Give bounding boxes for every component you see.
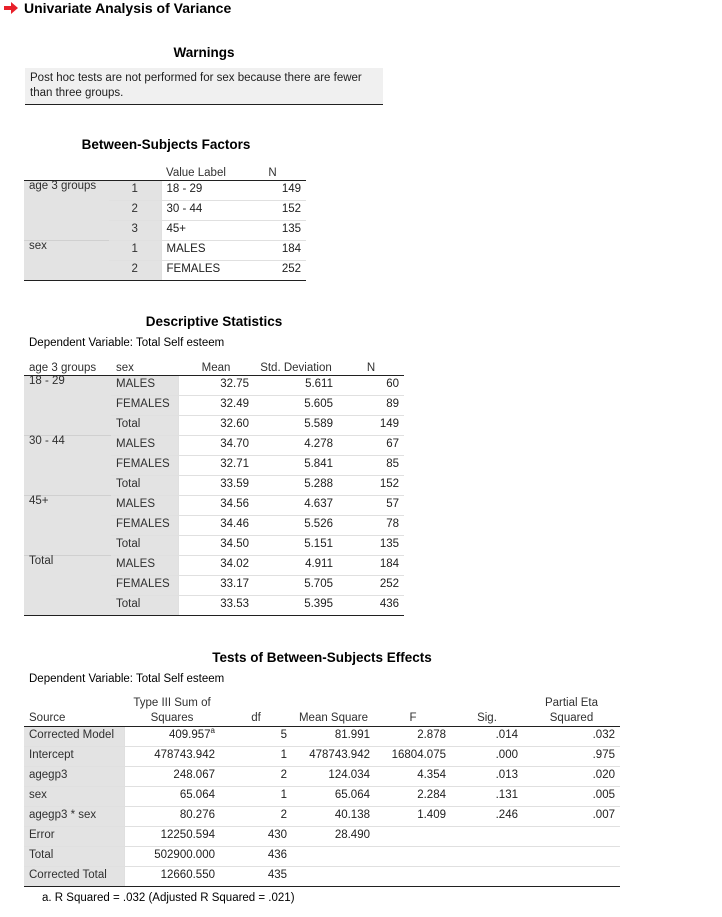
tests-dep-var: Dependent Variable: Total Self esteem xyxy=(29,673,225,685)
col-partial-eta: Partial Eta Squared xyxy=(523,690,620,726)
std-deviation-value: 5.605 xyxy=(254,395,338,415)
n-value: 152 xyxy=(338,475,404,495)
effects-row xyxy=(24,826,620,846)
mean-square-value: 81.991 xyxy=(292,726,375,746)
factor-row xyxy=(24,180,306,200)
ss-value xyxy=(124,726,220,746)
ss-value xyxy=(124,846,220,866)
mean-value: 32.71 xyxy=(178,455,254,475)
sig-value: .000 xyxy=(451,746,523,766)
ss-value xyxy=(124,866,220,886)
mean-square-value: 65.064 xyxy=(292,786,375,806)
factor-n: 149 xyxy=(239,180,306,200)
effects-row xyxy=(24,786,620,806)
n-value: 436 xyxy=(338,595,404,615)
descriptives-title: Descriptive Statistics xyxy=(145,314,283,329)
n-value: 60 xyxy=(338,375,404,395)
sig-value xyxy=(451,866,523,886)
f-value xyxy=(375,866,451,886)
partial-eta-value xyxy=(523,826,620,846)
n-value: 89 xyxy=(338,395,404,415)
std-deviation-value: 5.395 xyxy=(254,595,338,615)
factor-code: 1 xyxy=(109,180,161,200)
factor-value-label: 45+ xyxy=(161,220,239,240)
source-label: Corrected Model xyxy=(24,726,124,746)
sig-value: .131 xyxy=(451,786,523,806)
col-ss: Type III Sum of Squares xyxy=(124,690,220,726)
col-value-label: Value Label xyxy=(161,160,239,180)
mean-square-value: 124.034 xyxy=(292,766,375,786)
arrow-right-icon xyxy=(4,2,18,14)
source-label: Corrected Total xyxy=(24,866,124,886)
df-value: 1 xyxy=(220,786,292,806)
ss-number: 65.064 xyxy=(179,789,215,802)
n-value: 67 xyxy=(338,435,404,455)
partial-eta-value xyxy=(523,846,620,866)
ss-number: 478743.942 xyxy=(154,749,215,762)
effects-row xyxy=(24,806,620,826)
mean-value: 34.50 xyxy=(178,535,254,555)
age-group-label: 45+ xyxy=(24,495,111,555)
mean-square-value: 478743.942 xyxy=(292,746,375,766)
source-label: agegp3 * sex xyxy=(24,806,124,826)
warnings-title: Warnings xyxy=(173,45,235,60)
factor-code: 1 xyxy=(109,240,161,260)
std-deviation-value: 5.526 xyxy=(254,515,338,535)
mean-square-value xyxy=(292,846,375,866)
std-deviation-value: 5.151 xyxy=(254,535,338,555)
col-sex: sex xyxy=(111,355,178,375)
tests-title: Tests of Between-Subjects Effects xyxy=(212,650,432,665)
ss-number: 502900.000 xyxy=(154,849,215,862)
col-f: F xyxy=(375,690,451,726)
ss-number: 409.957 xyxy=(168,729,211,742)
sex-label: MALES xyxy=(111,375,178,395)
n-value: 85 xyxy=(338,455,404,475)
partial-eta-value: .975 xyxy=(523,746,620,766)
mean-value: 33.53 xyxy=(178,595,254,615)
mean-value: 34.56 xyxy=(178,495,254,515)
n-value: 57 xyxy=(338,495,404,515)
ss-number: 248.067 xyxy=(173,769,215,782)
sex-label: FEMALES xyxy=(111,455,178,475)
source-label: Intercept xyxy=(24,746,124,766)
col-std-deviation: Std. Deviation xyxy=(254,355,338,375)
col-source: Source xyxy=(24,690,124,726)
std-deviation-value: 4.278 xyxy=(254,435,338,455)
effects-row xyxy=(24,866,620,886)
partial-eta-value: .032 xyxy=(523,726,620,746)
df-value: 2 xyxy=(220,766,292,786)
partial-eta-value: .007 xyxy=(523,806,620,826)
warnings-text: Post hoc tests are not performed for sex because there are fewer than three groups. xyxy=(30,72,362,99)
std-deviation-value: 5.705 xyxy=(254,575,338,595)
sex-label: Total xyxy=(111,415,178,435)
factors-table xyxy=(24,160,306,281)
source-label: Error xyxy=(24,826,124,846)
n-value: 149 xyxy=(338,415,404,435)
factor-row xyxy=(24,240,306,260)
sex-label: MALES xyxy=(111,555,178,575)
factor-name: age 3 groups xyxy=(24,180,109,240)
col-age-groups: age 3 groups xyxy=(24,355,111,375)
tests-table xyxy=(24,690,620,887)
tests-footnote: a. R Squared = .032 (Adjusted R Squared = .021) xyxy=(42,892,295,904)
factor-n: 184 xyxy=(239,240,306,260)
age-group-label: 18 - 29 xyxy=(24,375,111,435)
age-group-label: Total xyxy=(24,555,111,615)
mean-square-value: 28.490 xyxy=(292,826,375,846)
col-mean: Mean xyxy=(178,355,254,375)
sig-value xyxy=(451,826,523,846)
factors-title: Between-Subjects Factors xyxy=(81,137,251,152)
factor-code: 2 xyxy=(109,200,161,220)
df-value: 2 xyxy=(220,806,292,826)
partial-eta-value: .005 xyxy=(523,786,620,806)
partial-eta-value: .020 xyxy=(523,766,620,786)
f-value: 2.284 xyxy=(375,786,451,806)
df-value: 5 xyxy=(220,726,292,746)
sig-value: .013 xyxy=(451,766,523,786)
sex-label: FEMALES xyxy=(111,395,178,415)
sex-label: MALES xyxy=(111,495,178,515)
factor-value-label: 18 - 29 xyxy=(161,180,239,200)
sex-label: Total xyxy=(111,595,178,615)
f-value xyxy=(375,826,451,846)
output-heading xyxy=(4,0,231,16)
descriptive-row xyxy=(24,435,404,455)
factor-value-label: FEMALES xyxy=(161,260,239,280)
f-value: 1.409 xyxy=(375,806,451,826)
footnote-marker: a xyxy=(210,726,215,736)
col-n: N xyxy=(338,355,404,375)
col-df: df xyxy=(220,690,292,726)
mean-value: 32.49 xyxy=(178,395,254,415)
effects-row xyxy=(24,746,620,766)
source-label: Total xyxy=(24,846,124,866)
mean-value: 34.02 xyxy=(178,555,254,575)
sex-label: Total xyxy=(111,475,178,495)
col-sig: Sig. xyxy=(451,690,523,726)
factor-value-label: MALES xyxy=(161,240,239,260)
std-deviation-value: 4.637 xyxy=(254,495,338,515)
sex-label: FEMALES xyxy=(111,515,178,535)
mean-value: 32.60 xyxy=(178,415,254,435)
f-value xyxy=(375,846,451,866)
col-n: N xyxy=(239,160,306,180)
df-value: 436 xyxy=(220,846,292,866)
factor-code: 2 xyxy=(109,260,161,280)
mean-value: 33.17 xyxy=(178,575,254,595)
mean-value: 34.46 xyxy=(178,515,254,535)
effects-row xyxy=(24,846,620,866)
factor-name: sex xyxy=(24,240,109,280)
std-deviation-value: 5.611 xyxy=(254,375,338,395)
ss-value xyxy=(124,826,220,846)
ss-number: 80.276 xyxy=(179,809,215,822)
col-mean-square: Mean Square xyxy=(292,690,375,726)
ss-number: 12660.550 xyxy=(160,869,215,882)
df-value: 435 xyxy=(220,866,292,886)
sex-label: Total xyxy=(111,535,178,555)
heading-title: Univariate Analysis of Variance xyxy=(24,0,232,16)
n-value: 252 xyxy=(338,575,404,595)
factor-n: 252 xyxy=(239,260,306,280)
sig-value: .014 xyxy=(451,726,523,746)
f-value: 2.878 xyxy=(375,726,451,746)
factor-code: 3 xyxy=(109,220,161,240)
ss-value xyxy=(124,806,220,826)
descriptive-row xyxy=(24,495,404,515)
std-deviation-value: 5.589 xyxy=(254,415,338,435)
partial-eta-value xyxy=(523,866,620,886)
descriptive-row xyxy=(24,555,404,575)
age-group-label: 30 - 44 xyxy=(24,435,111,495)
warnings-box xyxy=(25,68,383,105)
effects-row xyxy=(24,726,620,746)
factor-value-label: 30 - 44 xyxy=(161,200,239,220)
mean-square-value: 40.138 xyxy=(292,806,375,826)
df-value: 1 xyxy=(220,746,292,766)
source-label: sex xyxy=(24,786,124,806)
n-value: 135 xyxy=(338,535,404,555)
f-value: 16804.075 xyxy=(375,746,451,766)
descriptives-table xyxy=(24,355,404,616)
source-label: agegp3 xyxy=(24,766,124,786)
mean-square-value xyxy=(292,866,375,886)
descriptive-row xyxy=(24,375,404,395)
std-deviation-value: 5.841 xyxy=(254,455,338,475)
df-value: 430 xyxy=(220,826,292,846)
sex-label: FEMALES xyxy=(111,575,178,595)
effects-row xyxy=(24,766,620,786)
n-value: 184 xyxy=(338,555,404,575)
std-deviation-value: 5.288 xyxy=(254,475,338,495)
mean-value: 32.75 xyxy=(178,375,254,395)
sig-value xyxy=(451,846,523,866)
ss-number: 12250.594 xyxy=(160,829,215,842)
factor-n: 152 xyxy=(239,200,306,220)
f-value: 4.354 xyxy=(375,766,451,786)
n-value: 78 xyxy=(338,515,404,535)
mean-value: 34.70 xyxy=(178,435,254,455)
sig-value: .246 xyxy=(451,806,523,826)
factor-n: 135 xyxy=(239,220,306,240)
sex-label: MALES xyxy=(111,435,178,455)
mean-value: 33.59 xyxy=(178,475,254,495)
ss-value xyxy=(124,786,220,806)
std-deviation-value: 4.911 xyxy=(254,555,338,575)
descriptives-dep-var: Dependent Variable: Total Self esteem xyxy=(29,337,225,349)
ss-value xyxy=(124,746,220,766)
ss-value xyxy=(124,766,220,786)
